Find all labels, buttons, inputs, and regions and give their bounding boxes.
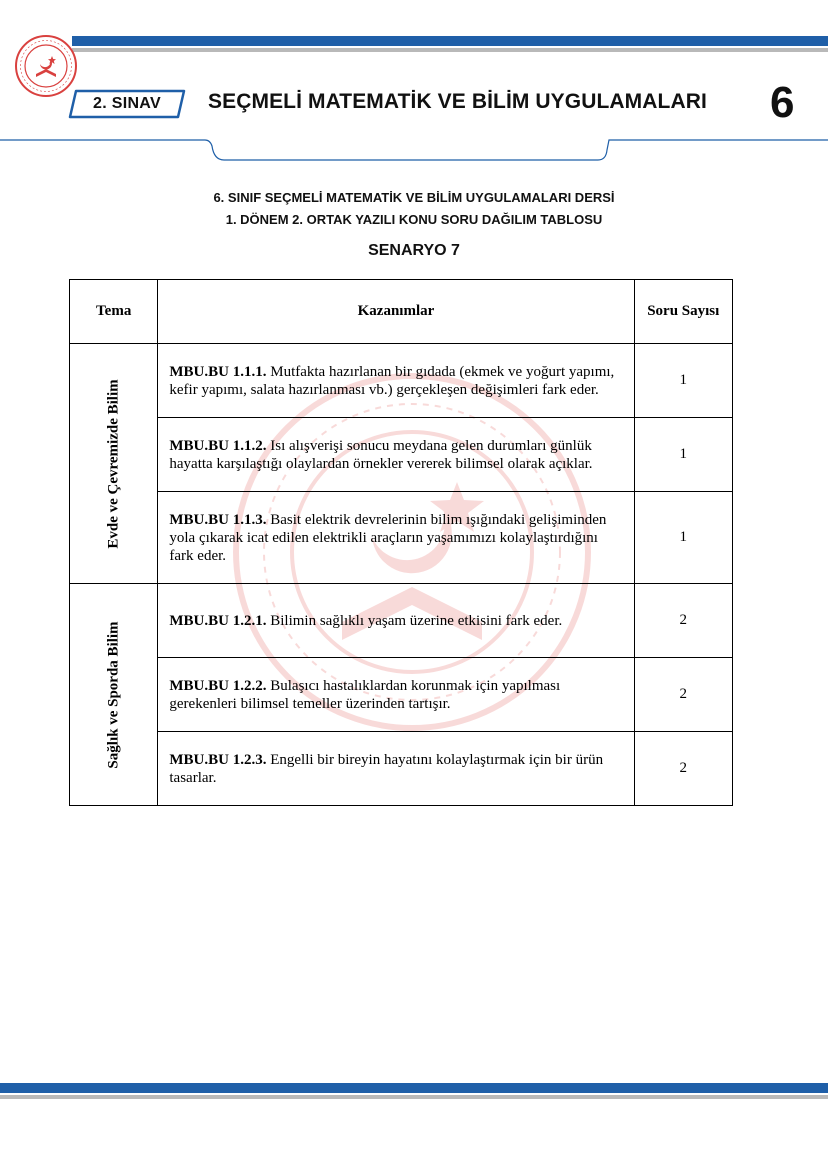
kazanim-cell	[158, 732, 634, 806]
tema-cell-saglik	[70, 584, 158, 806]
kazanim-code: MBU.BU 1.2.1.	[169, 612, 267, 629]
top-gray-bar	[72, 48, 828, 52]
tema-cell-evde	[70, 344, 158, 584]
question-count: 1	[634, 418, 732, 492]
kazanim-cell	[158, 658, 634, 732]
kazanim-code: MBU.BU 1.2.2.	[169, 677, 267, 694]
bottom-accent-bar	[0, 1083, 828, 1093]
bottom-gray-bar	[0, 1095, 828, 1099]
kazanim-cell	[158, 344, 634, 418]
question-count: 2	[634, 732, 732, 806]
header-tema: Tema	[70, 280, 158, 344]
question-count: 2	[634, 658, 732, 732]
kazanim-cell	[158, 584, 634, 658]
table-row	[70, 658, 733, 732]
tema-label: Evde ve Çevremizde Bilim	[105, 378, 122, 549]
exam-label: 2. SINAV	[93, 95, 161, 112]
table-row	[70, 418, 733, 492]
scenario-title: SENARYO 7	[368, 242, 460, 259]
kazanim-text: Bulaşıcı hastalıklardan korunmak için yapılması gerekenleri bilimsel temeller üzerinden tartışır.	[169, 677, 561, 712]
table-header-row	[70, 280, 733, 344]
topic-question-distribution-table	[69, 279, 733, 806]
exam-number-badge	[68, 89, 186, 119]
kazanim-text: Isı alışverişi sonucu meydana gelen durumları günlük hayatta karşılaştığı olaylardan örnekler vererek bilimsel olarak açıklar.	[169, 437, 593, 472]
header-title: SEÇMELİ MATEMATİK VE BİLİM UYGULAMALARI	[208, 90, 707, 113]
kazanim-text: Mutfakta hazırlanan bir gıdada (ekmek ve yoğurt yapımı, kefir yapımı, salata hazırlanması vb.) gerçekleşen değişimleri fark eder.	[169, 363, 615, 398]
kazanim-code: MBU.BU 1.2.3.	[169, 751, 267, 768]
table-row	[70, 732, 733, 806]
top-accent-bar	[72, 36, 828, 46]
question-count: 2	[634, 584, 732, 658]
document-heading-line1: 6. SINIF SEÇMELİ MATEMATİK VE BİLİM UYGULAMALARI DERSİ	[213, 190, 615, 205]
kazanim-text: Bilimin sağlıklı yaşam üzerine etkisini fark eder.	[266, 612, 563, 629]
header-soru-sayisi: Soru Sayısı	[634, 280, 732, 344]
question-count: 1	[634, 492, 732, 584]
kazanim-code: MBU.BU 1.1.3.	[169, 511, 267, 528]
tema-label: Sağlık ve Sporda Bilim	[105, 620, 122, 769]
kazanim-text: Basit elektrik devrelerinin bilim ışığındaki gelişiminden yola çıkarak icat edilen elektrikli araçların yaşamımızı kolaylaştırdığını fark eder.	[169, 511, 607, 564]
table-row	[70, 492, 733, 584]
kazanim-cell	[158, 418, 634, 492]
question-count: 1	[634, 344, 732, 418]
grade-number: 6	[770, 78, 795, 127]
table-row	[70, 344, 733, 418]
table-row	[70, 584, 733, 658]
document-heading-line2: 1. DÖNEM 2. ORTAK YAZILI KONU SORU DAĞILIM TABLOSU	[225, 212, 603, 227]
kazanim-code: MBU.BU 1.1.2.	[169, 437, 267, 454]
header-divider-line	[0, 138, 828, 164]
header-kazanimlar: Kazanımlar	[158, 280, 634, 344]
kazanim-cell	[158, 492, 634, 584]
kazanim-text: Engelli bir bireyin hayatını kolaylaştırmak için bir ürün tasarlar.	[169, 751, 604, 786]
kazanim-code: MBU.BU 1.1.1.	[169, 363, 267, 380]
